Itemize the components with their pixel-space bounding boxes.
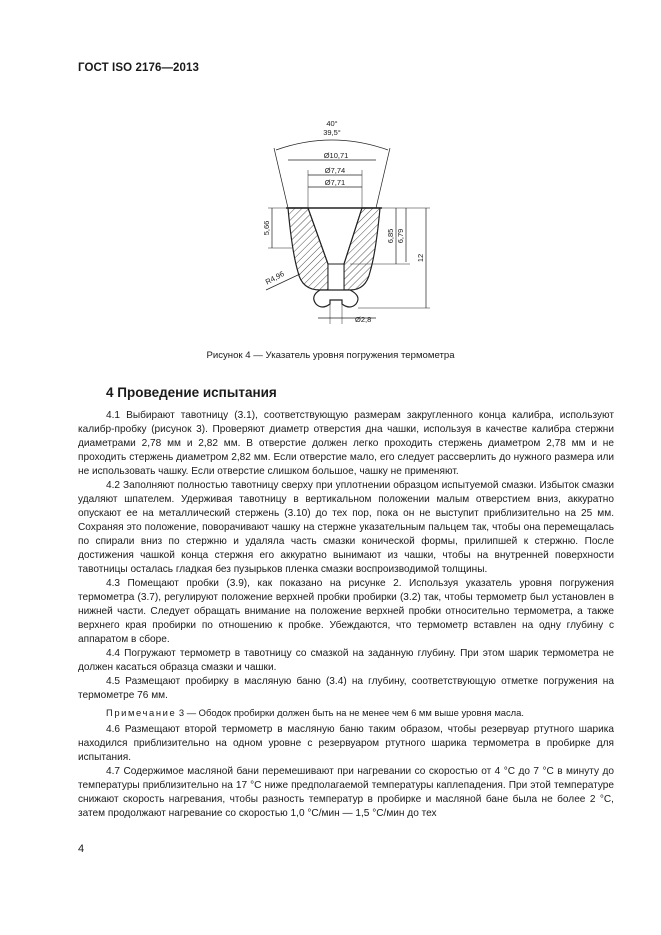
figure-caption: Рисунок 4 — Указатель уровня погружения термометра [206,350,455,361]
body-text [78,409,614,821]
angle-leader-left [274,148,288,208]
standard-header: ГОСТ ISO 2176—2013 [78,62,200,74]
dim-label-6-85: 6,85 [386,228,395,244]
dim-label-5-66: 5,66 [262,220,271,236]
note-text: 3 — Ободок пробирки должен быть на не менее чем 6 мм выше уровня масла. [178,707,524,718]
paragraph-4-4: 4.4 Погружают термометр в тавотницу со смазкой на заданную глубину. При этом шарик термометра не должен касаться образца смазки и чашки. [78,648,614,673]
section-heading: 4 Проведение испытания [106,385,277,400]
cup-wall-left [288,208,328,290]
page-number: 4 [78,843,85,855]
note-label: Примечание [106,707,177,718]
paragraph-4-7: 4.7 Содержимое масляной бани перемешивают при нагревании со скоростью от 4 °С до 7 °С в минуту до температуры приблизительно на 17 °С ниже предполагаемой температуры каплепадения. При этой температуре снижают скорость нагревания, чтобы разность температур в пробирке и масляной бане была не более 2 °С, затем продолжают нагревание со скоростью 1,0 °С/мин — 1,5 °С/мин до тех [78,766,614,819]
dim-label-10-71: Ø10,71 [323,151,349,160]
dim-label-r-4-96: R4,96 [263,269,286,287]
paragraph-4-1: 4.1 Выбирают тавотницу (3.1), соответствующую размерам закругленного конца калибра, используют калибр-пробку (рисунок 3). Проверяют диаметр отверстия дна чашки, используя в качестве калибра стержни диаметрами 2,78 мм и 2,82 мм. В отверстие должен легко проходить стержень диаметром 2,78 мм и не проходить стержень диаметром 2,82 мм. Если отверстие мало, его следует рассверлить до нужного размера или не использовать чашку. Если отверстие слишком большое, чашку не применяют. [78,410,614,477]
cup-bottom-bead [314,290,358,307]
cup-wall-right [344,208,380,290]
cup-bore [328,264,344,290]
paragraph-4-2: 4.2 Заполняют полностью тавотницу сверху при уплотнении образцом испытуемой смазки. Избыток смазки удаляют шпателем. Удерживая тавотницу в вертикальном положении малым отверстием вниз, аккуратно опускают ее на металлический стержень (3.10) до тех пор, пока он не выступит приблизительно на 25 мм. Сохраняя это положение, поворачивают чашку на стержне указательным пальцем так, чтобы она перемещалась по спирали вниз по стержню и удаляла часть смазки конической формы, прилипшей к стержню. После достижения чашкой конца стержня его аккуратно вынимают из чашки, чтобы на внутренней поверхности тавотницы осталась гладкая без пузырьков пленка смазки воспроизводимой толщины. [78,480,614,575]
dim-label-12: 12 [416,253,425,263]
angle-label-40: 40° [326,119,338,128]
angle-label-39-5: 39,5° [323,128,341,137]
note-3 [78,706,614,720]
dim-label-2-8: Ø2,8 [355,315,372,324]
angle-leader-right [376,148,390,208]
thermometer-gauge-svg [200,112,460,342]
paragraph-4-6: 4.6 Размещают второй термометр в масляную баню таким образом, чтобы резервуар ртутного шарика находился приблизительно на одном уровне с резервуаром ртутного шарика термометра в пробирке для испытания. [78,724,614,763]
paragraph-4-3: 4.3 Помещают пробки (3.9), как показано на рисунке 2. Используя указатель уровня погружения термометра (3.7), регулируют положение верхней пробки пробирки (3.2) так, чтобы термометр был установлен в нижней части. Следует обращать внимание на положение верхней пробки относительно термометра, а также верхнего края пробирки по отношению к пробке. Убеждаются, что термометр вставлен на одну глубину с аппаратом в сборе. [78,578,614,645]
dim-label-6-79: 6,79 [396,228,405,244]
dim-label-7-74: Ø7,74 [324,166,346,175]
angle-arc-40 [276,140,388,150]
paragraph-4-5: 4.5 Размещают пробирку в масляную баню (3.4) на глубину, соответствующую отметке погружения на термометре 76 мм. [78,676,614,701]
figure-4-drawing [200,112,460,342]
dim-label-7-71: Ø7,71 [324,178,346,187]
